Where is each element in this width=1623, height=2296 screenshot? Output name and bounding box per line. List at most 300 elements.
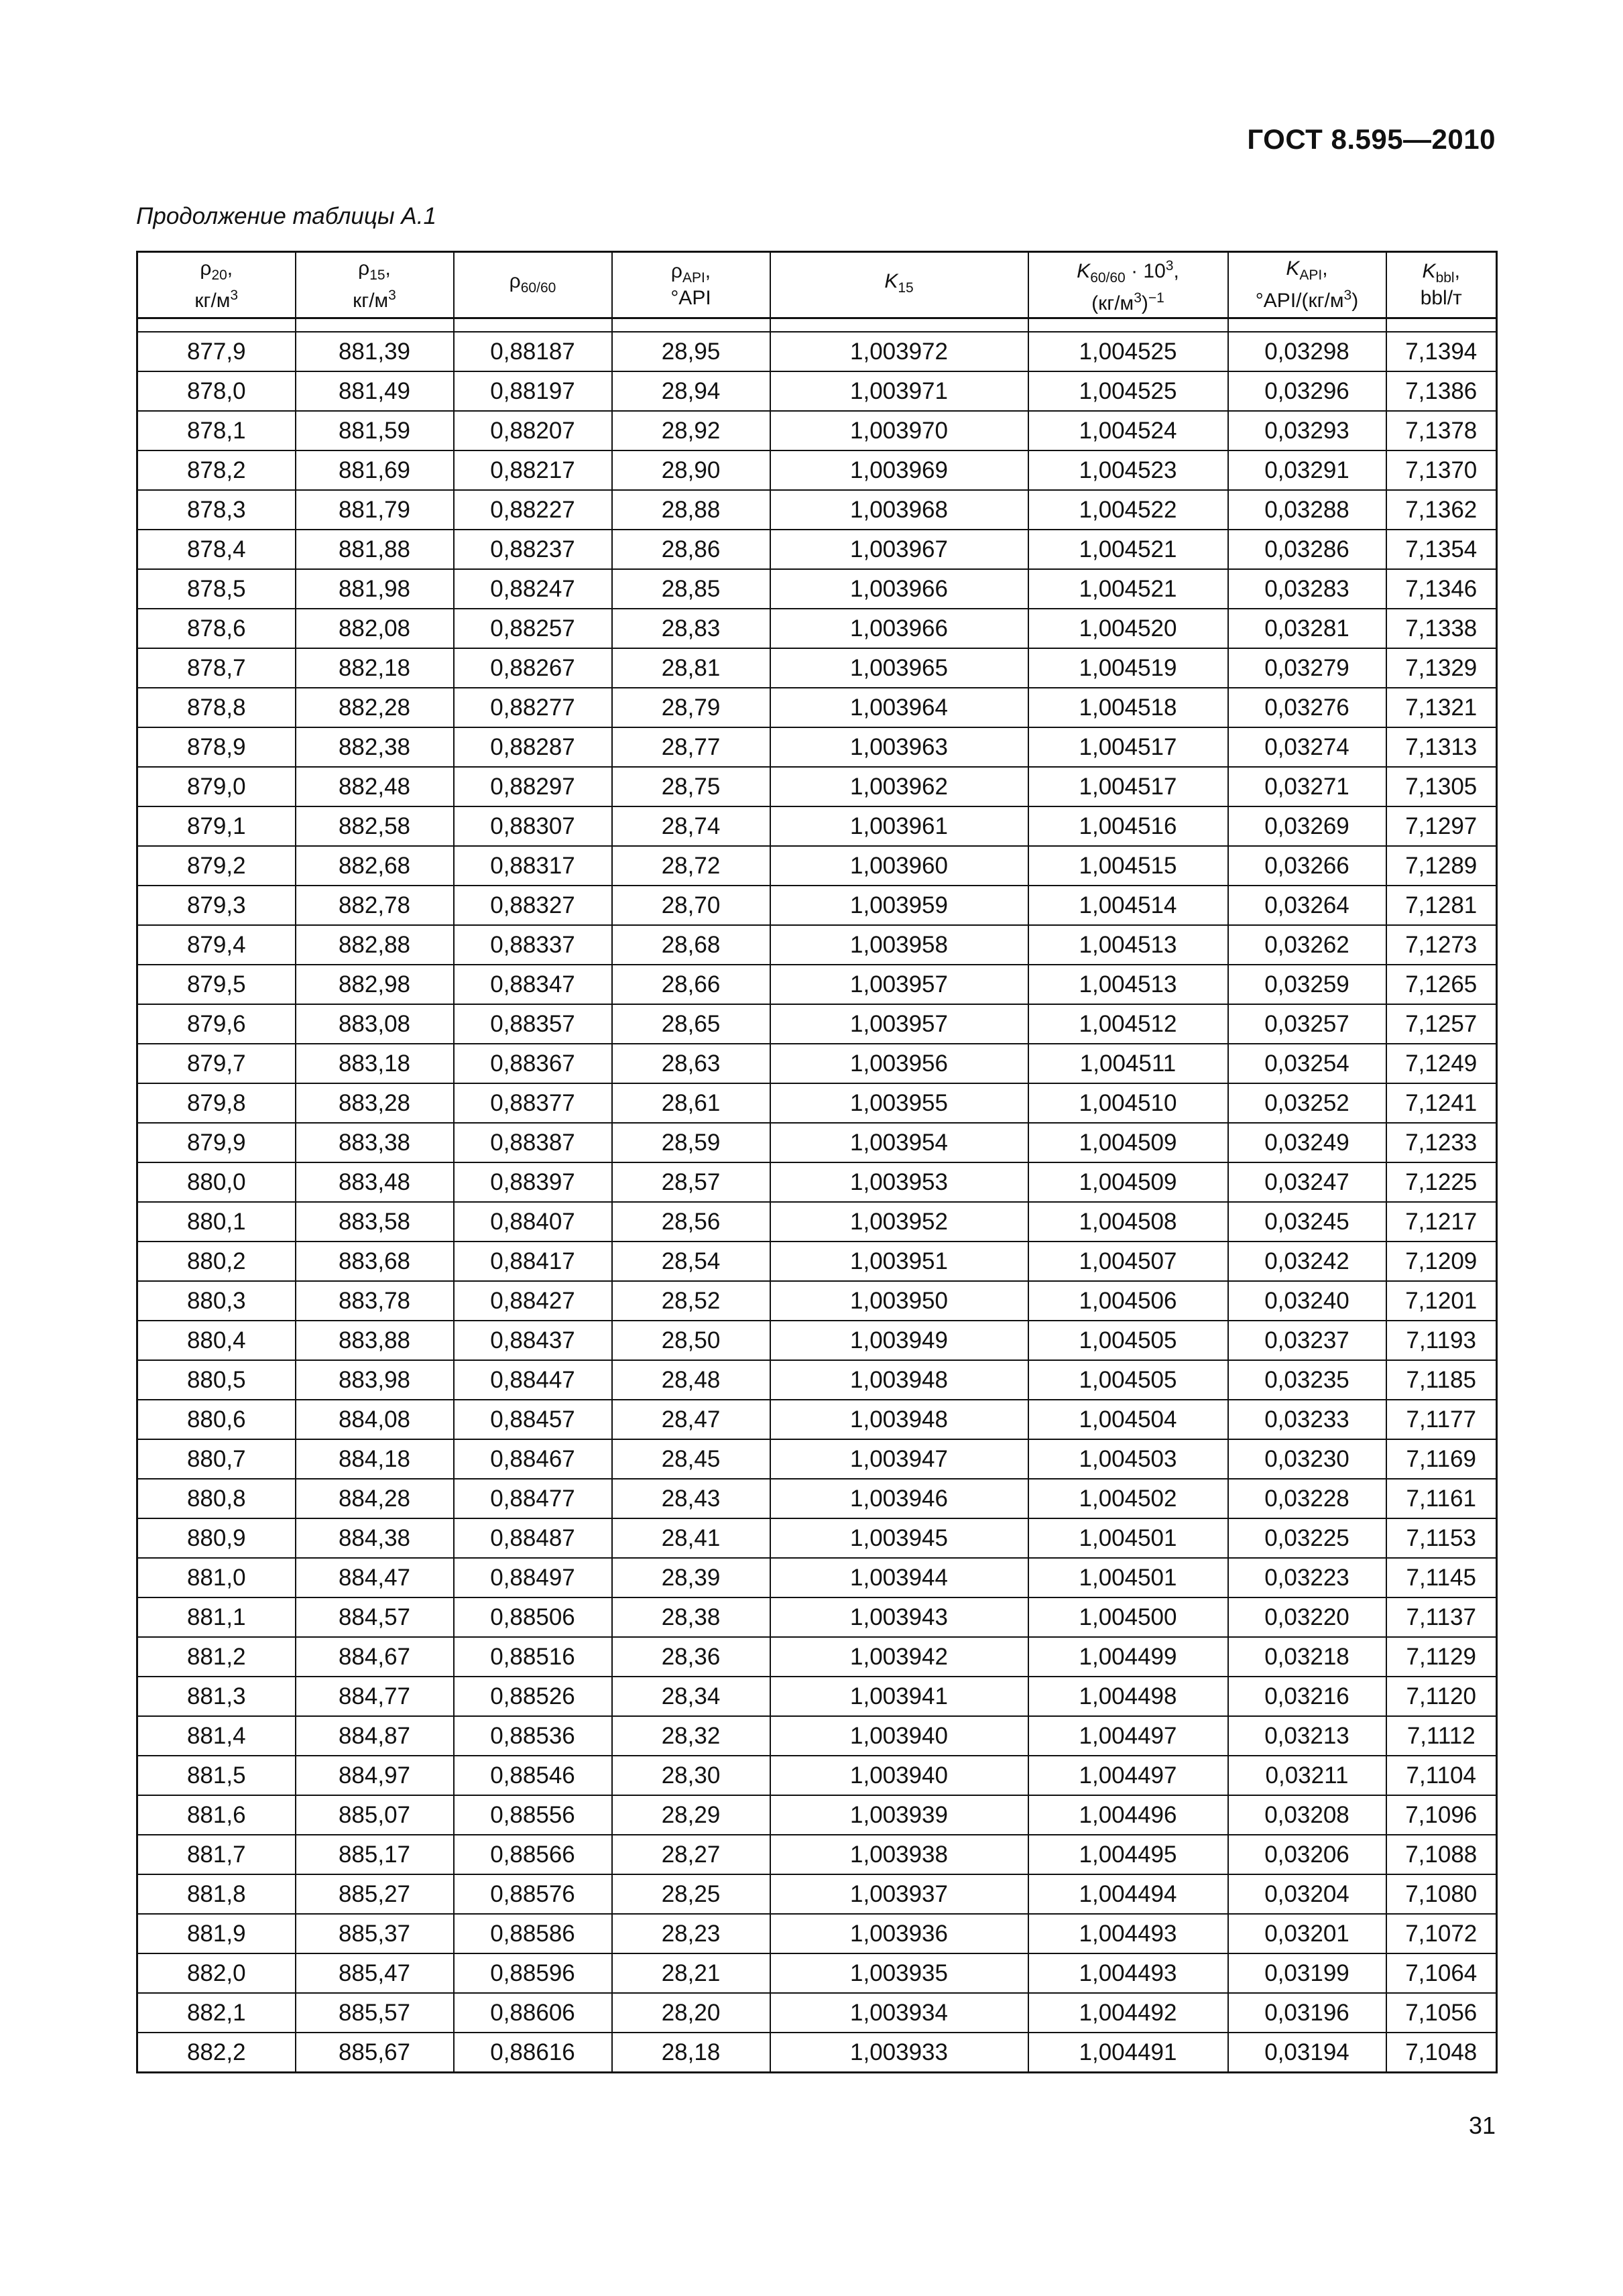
table-cell: 1,003963 — [770, 727, 1028, 767]
table-cell: 1,004517 — [1028, 767, 1228, 806]
table-cell: 879,9 — [137, 1123, 296, 1162]
table-cell: 879,8 — [137, 1083, 296, 1123]
table-cell: 1,003935 — [770, 1953, 1028, 1993]
table-cell: 1,003946 — [770, 1479, 1028, 1518]
table-cell: 7,1281 — [1386, 886, 1497, 925]
table-cell: 884,97 — [296, 1756, 454, 1795]
table-cell: 0,03206 — [1228, 1835, 1386, 1874]
table-cell: 0,03257 — [1228, 1004, 1386, 1044]
table-cell: 1,004501 — [1028, 1518, 1228, 1558]
table-cell: 882,0 — [137, 1953, 296, 1993]
table-cell: 885,17 — [296, 1835, 454, 1874]
table-cell: 0,88487 — [454, 1518, 612, 1558]
table-row — [137, 530, 1497, 569]
table-cell: 0,03247 — [1228, 1162, 1386, 1202]
header-subscript: bbl — [1435, 270, 1455, 286]
table-cell: 878,6 — [137, 609, 296, 648]
table-cell: 1,004520 — [1028, 609, 1228, 648]
table-cell: 1,003940 — [770, 1716, 1028, 1756]
table-cell: 28,27 — [612, 1835, 770, 1874]
table-cell: 1,003956 — [770, 1044, 1028, 1083]
table-cell: 1,004521 — [1028, 569, 1228, 609]
table-cell: 879,0 — [137, 767, 296, 806]
header-separator: , — [227, 257, 233, 280]
table-cell: 880,4 — [137, 1321, 296, 1360]
table-cell: 0,88217 — [454, 450, 612, 490]
table-row — [137, 1281, 1497, 1321]
table-cell: 0,88367 — [454, 1044, 612, 1083]
table-row — [137, 609, 1497, 648]
header-unit: °API — [670, 287, 711, 309]
table-cell: 1,003957 — [770, 1004, 1028, 1044]
table-cell: 885,47 — [296, 1953, 454, 1993]
table-cell: 7,1354 — [1386, 530, 1497, 569]
header-unit-tail-sup: −1 — [1148, 290, 1164, 306]
table-row — [137, 371, 1497, 411]
table-cell: 882,98 — [296, 965, 454, 1004]
table-row — [137, 925, 1497, 965]
header-separator: , — [1454, 260, 1460, 282]
table-cell: 28,66 — [612, 965, 770, 1004]
table-cell: 1,004513 — [1028, 925, 1228, 965]
table-cell: 1,003968 — [770, 490, 1028, 530]
table-cell: 1,004525 — [1028, 371, 1228, 411]
table-cell: 7,1193 — [1386, 1321, 1497, 1360]
header-subscript: 60/60 — [1090, 270, 1126, 286]
table-cell: 0,88207 — [454, 411, 612, 450]
table-cell: 1,003933 — [770, 2033, 1028, 2073]
table-cell: 1,004504 — [1028, 1400, 1228, 1439]
table-cell: 1,004523 — [1028, 450, 1228, 490]
table-cell: 7,1048 — [1386, 2033, 1497, 2073]
table-cell: 1,003940 — [770, 1756, 1028, 1795]
table-cell: 7,1080 — [1386, 1874, 1497, 1914]
table-cell: 1,003945 — [770, 1518, 1028, 1558]
table-cell: 1,003937 — [770, 1874, 1028, 1914]
table-row — [137, 569, 1497, 609]
table-cell: 881,0 — [137, 1558, 296, 1597]
table-row — [137, 1914, 1497, 1953]
table-cell: 882,18 — [296, 648, 454, 688]
table-cell: 7,1137 — [1386, 1597, 1497, 1637]
column-header-k-bbl — [1386, 252, 1497, 318]
table-cell: 882,28 — [296, 688, 454, 727]
table-cell: 28,63 — [612, 1044, 770, 1083]
table-cell: 879,4 — [137, 925, 296, 965]
table-cell: 0,88566 — [454, 1835, 612, 1874]
table-cell: 0,88337 — [454, 925, 612, 965]
table-cell: 0,88457 — [454, 1400, 612, 1439]
table-cell: 0,03223 — [1228, 1558, 1386, 1597]
table-cell: 881,4 — [137, 1716, 296, 1756]
table-row — [137, 1044, 1497, 1083]
page-number: 31 — [1468, 2112, 1496, 2139]
table-cell: 1,003950 — [770, 1281, 1028, 1321]
table-cell: 878,1 — [137, 411, 296, 450]
table-cell: 28,20 — [612, 1993, 770, 2033]
table-cell: 7,1289 — [1386, 846, 1497, 886]
table-row — [137, 727, 1497, 767]
header-subscript: API — [682, 270, 705, 286]
table-cell: 0,03283 — [1228, 569, 1386, 609]
table-cell: 0,03288 — [1228, 490, 1386, 530]
table-cell: 7,1273 — [1386, 925, 1497, 965]
header-separator: , — [705, 260, 711, 282]
table-row — [137, 1479, 1497, 1518]
table-cell: 881,5 — [137, 1756, 296, 1795]
table-cell: 1,003965 — [770, 648, 1028, 688]
table-cell: 885,27 — [296, 1874, 454, 1914]
table-cell: 1,004509 — [1028, 1123, 1228, 1162]
table-cell: 881,79 — [296, 490, 454, 530]
table-cell: 1,004525 — [1028, 332, 1228, 371]
table-cell: 0,88556 — [454, 1795, 612, 1835]
table-cell: 884,28 — [296, 1479, 454, 1518]
table-row — [137, 846, 1497, 886]
table-cell: 878,5 — [137, 569, 296, 609]
table-cell: 28,23 — [612, 1914, 770, 1953]
table-cell: 881,7 — [137, 1835, 296, 1874]
table-cell: 0,03264 — [1228, 886, 1386, 925]
table-cell: 0,88596 — [454, 1953, 612, 1993]
table-cell: 880,5 — [137, 1360, 296, 1400]
header-unit: кг/м — [194, 290, 231, 312]
table-cell: 28,29 — [612, 1795, 770, 1835]
table-cell: 0,03230 — [1228, 1439, 1386, 1479]
table-cell: 0,88516 — [454, 1637, 612, 1677]
table-cell: 0,03237 — [1228, 1321, 1386, 1360]
table-cell: 7,1257 — [1386, 1004, 1497, 1044]
table-cell: 884,87 — [296, 1716, 454, 1756]
table-row — [137, 1835, 1497, 1874]
table-cell: 28,48 — [612, 1360, 770, 1400]
table-cell: 1,003943 — [770, 1597, 1028, 1637]
table-cell: 878,9 — [137, 727, 296, 767]
table-cell: 0,03201 — [1228, 1914, 1386, 1953]
table-cell: 0,03291 — [1228, 450, 1386, 490]
table-cell: 0,03228 — [1228, 1479, 1386, 1518]
table-cell: 1,004502 — [1028, 1479, 1228, 1518]
column-header-rho-60-60 — [454, 252, 612, 318]
table-cell: 0,88506 — [454, 1597, 612, 1637]
table-cell: 7,1233 — [1386, 1123, 1497, 1162]
table-cell: 7,1112 — [1386, 1716, 1497, 1756]
table-row — [137, 1597, 1497, 1637]
header-separator: , — [385, 257, 391, 280]
table-cell: 1,003971 — [770, 371, 1028, 411]
header-subscript: 60/60 — [520, 280, 556, 296]
table-cell: 884,18 — [296, 1439, 454, 1479]
table-cell: 0,88197 — [454, 371, 612, 411]
table-row — [137, 1993, 1497, 2033]
table-cell: 7,1169 — [1386, 1439, 1497, 1479]
table-cell: 884,77 — [296, 1677, 454, 1716]
table-cell: 1,004503 — [1028, 1439, 1228, 1479]
table-cell: 28,41 — [612, 1518, 770, 1558]
table-cell: 7,1338 — [1386, 609, 1497, 648]
column-header-rho-20 — [137, 252, 296, 318]
table-cell: 28,18 — [612, 2033, 770, 2073]
table-row — [137, 1677, 1497, 1716]
table-cell: 7,1394 — [1386, 332, 1497, 371]
table-header-row — [137, 252, 1497, 318]
table-cell: 881,9 — [137, 1914, 296, 1953]
table-row — [137, 1439, 1497, 1479]
table-cell: 1,003958 — [770, 925, 1028, 965]
table-cell: 0,03262 — [1228, 925, 1386, 965]
table-cell: 1,003939 — [770, 1795, 1028, 1835]
table-cell: 0,03266 — [1228, 846, 1386, 886]
table-cell: 885,07 — [296, 1795, 454, 1835]
table-cell: 7,1313 — [1386, 727, 1497, 767]
table-cell: 1,004509 — [1028, 1162, 1228, 1202]
table-cell: 0,88606 — [454, 1993, 612, 2033]
table-cell: 880,0 — [137, 1162, 296, 1202]
table-row — [137, 1360, 1497, 1400]
table-cell: 28,81 — [612, 648, 770, 688]
table-cell: 0,03254 — [1228, 1044, 1386, 1083]
table-cell: 883,48 — [296, 1162, 454, 1202]
table-cell: 7,1145 — [1386, 1558, 1497, 1597]
table-cell: 0,88546 — [454, 1756, 612, 1795]
table-row — [137, 1558, 1497, 1597]
table-cell: 0,03276 — [1228, 688, 1386, 727]
table-cell: 0,88447 — [454, 1360, 612, 1400]
table-cell: 7,1201 — [1386, 1281, 1497, 1321]
header-unit: кг/м — [353, 290, 389, 312]
table-cell: 1,004495 — [1028, 1835, 1228, 1874]
table-cell: 882,48 — [296, 767, 454, 806]
table-cell: 0,88536 — [454, 1716, 612, 1756]
table-cell: 7,1305 — [1386, 767, 1497, 806]
table-row — [137, 2033, 1497, 2073]
table-row — [137, 450, 1497, 490]
table-cell: 878,4 — [137, 530, 296, 569]
table-cell: 880,6 — [137, 1400, 296, 1439]
table-cell: 1,003959 — [770, 886, 1028, 925]
table-cell: 881,88 — [296, 530, 454, 569]
table-cell: 0,88187 — [454, 332, 612, 371]
table-cell: 28,57 — [612, 1162, 770, 1202]
table-cell: 1,004500 — [1028, 1597, 1228, 1637]
table-cell: 0,88467 — [454, 1439, 612, 1479]
table-cell: 878,8 — [137, 688, 296, 727]
table-cell: 1,003942 — [770, 1637, 1028, 1677]
table-cell: 0,88247 — [454, 569, 612, 609]
header-symbol: K — [1077, 260, 1091, 282]
table-body — [137, 318, 1497, 2073]
table-cell: 1,004499 — [1028, 1637, 1228, 1677]
header-unit-sup: 3 — [230, 288, 239, 303]
table-cell: 1,004514 — [1028, 886, 1228, 925]
header-separator-sup: 3 — [1165, 258, 1174, 274]
table-cell: 0,03211 — [1228, 1756, 1386, 1795]
table-cell: 885,57 — [296, 1993, 454, 2033]
table-cell: 882,58 — [296, 806, 454, 846]
table-cell: 877,9 — [137, 332, 296, 371]
table-cell: 1,003949 — [770, 1321, 1028, 1360]
table-cell: 881,2 — [137, 1637, 296, 1677]
table-cell: 0,88497 — [454, 1558, 612, 1597]
table-cell: 28,88 — [612, 490, 770, 530]
table-cell: 7,1120 — [1386, 1677, 1497, 1716]
table-cell: 880,7 — [137, 1439, 296, 1479]
table-cell: 28,32 — [612, 1716, 770, 1756]
table-row — [137, 1795, 1497, 1835]
header-separator-tail: , — [1173, 260, 1179, 282]
table-cell: 1,004518 — [1028, 688, 1228, 727]
table-cell: 884,67 — [296, 1637, 454, 1677]
table-cell: 28,95 — [612, 332, 770, 371]
table-cell: 7,1378 — [1386, 411, 1497, 450]
table-cell: 1,003967 — [770, 530, 1028, 569]
table-cell: 884,38 — [296, 1518, 454, 1558]
table-cell: 28,21 — [612, 1953, 770, 1993]
table-cell: 7,1249 — [1386, 1044, 1497, 1083]
table-cell: 7,1096 — [1386, 1795, 1497, 1835]
table-cell: 1,003969 — [770, 450, 1028, 490]
table-cell: 1,003951 — [770, 1242, 1028, 1281]
table-cell: 879,5 — [137, 965, 296, 1004]
table-row — [137, 1083, 1497, 1123]
table-cell: 0,88586 — [454, 1914, 612, 1953]
table-cell: 1,003960 — [770, 846, 1028, 886]
header-subscript: 20 — [211, 267, 227, 283]
table-cell: 28,39 — [612, 1558, 770, 1597]
header-symbol: ρ — [670, 260, 682, 282]
table-cell: 0,88347 — [454, 965, 612, 1004]
table-cell: 1,004519 — [1028, 648, 1228, 688]
table-cell: 882,38 — [296, 727, 454, 767]
table-cell: 28,85 — [612, 569, 770, 609]
table-cell: 28,30 — [612, 1756, 770, 1795]
table-cell: 1,004522 — [1028, 490, 1228, 530]
table-cell: 1,003964 — [770, 688, 1028, 727]
table-row — [137, 1004, 1497, 1044]
column-header-rho-15 — [296, 252, 454, 318]
table-cell: 882,2 — [137, 2033, 296, 2073]
table-cell: 1,004506 — [1028, 1281, 1228, 1321]
table-cell: 7,1329 — [1386, 648, 1497, 688]
table-cell: 0,88237 — [454, 530, 612, 569]
table-caption: Продолжение таблицы А.1 — [136, 203, 436, 229]
table-cell: 0,03249 — [1228, 1123, 1386, 1162]
table-cell: 7,1241 — [1386, 1083, 1497, 1123]
table-cell: 1,004524 — [1028, 411, 1228, 450]
table-cell: 1,004516 — [1028, 806, 1228, 846]
table-cell: 878,0 — [137, 371, 296, 411]
table-cell: 880,2 — [137, 1242, 296, 1281]
table-cell: 0,88437 — [454, 1321, 612, 1360]
header-unit: bbl/т — [1420, 287, 1462, 309]
table-cell: 0,03194 — [1228, 2033, 1386, 2073]
table-cell: 1,003947 — [770, 1439, 1028, 1479]
table-cell: 0,03269 — [1228, 806, 1386, 846]
table-cell: 1,003944 — [770, 1558, 1028, 1597]
table-cell: 28,65 — [612, 1004, 770, 1044]
data-table — [136, 251, 1498, 2073]
header-symbol: ρ — [358, 257, 370, 280]
table-cell: 1,004521 — [1028, 530, 1228, 569]
header-symbol: ρ — [200, 257, 212, 280]
column-header-k-15 — [770, 252, 1028, 318]
table-cell: 0,88407 — [454, 1202, 612, 1242]
table-cell: 0,03293 — [1228, 411, 1386, 450]
header-symbol: K — [884, 270, 898, 292]
table-cell: 1,004492 — [1028, 1993, 1228, 2033]
table-row — [137, 1874, 1497, 1914]
table-cell: 881,98 — [296, 569, 454, 609]
header-symbol: K — [1286, 257, 1300, 280]
table-cell: 0,03235 — [1228, 1360, 1386, 1400]
table-cell: 28,47 — [612, 1400, 770, 1439]
table-cell: 28,25 — [612, 1874, 770, 1914]
header-subscript: API — [1299, 267, 1323, 283]
table-cell: 878,2 — [137, 450, 296, 490]
table-cell: 0,03259 — [1228, 965, 1386, 1004]
table-cell: 1,003938 — [770, 1835, 1028, 1874]
table-cell: 881,69 — [296, 450, 454, 490]
table-cell: 0,88317 — [454, 846, 612, 886]
header-separator: · 10 — [1125, 260, 1166, 282]
table-cell: 1,004515 — [1028, 846, 1228, 886]
table-cell: 0,88267 — [454, 648, 612, 688]
table-cell: 883,08 — [296, 1004, 454, 1044]
table-cell: 1,003953 — [770, 1162, 1028, 1202]
table-cell: 28,54 — [612, 1242, 770, 1281]
table-cell: 1,004497 — [1028, 1716, 1228, 1756]
table-row — [137, 490, 1497, 530]
table-cell: 881,3 — [137, 1677, 296, 1716]
table-cell: 880,8 — [137, 1479, 296, 1518]
table-row — [137, 411, 1497, 450]
table-cell: 879,3 — [137, 886, 296, 925]
table-cell: 883,88 — [296, 1321, 454, 1360]
table-spacer-row — [137, 318, 1497, 333]
table-cell: 882,1 — [137, 1993, 296, 2033]
table-cell: 0,03281 — [1228, 609, 1386, 648]
header-subscript: 15 — [369, 267, 385, 283]
table-row — [137, 648, 1497, 688]
table-cell: 1,004517 — [1028, 727, 1228, 767]
table-cell: 883,58 — [296, 1202, 454, 1242]
table-cell: 1,004507 — [1028, 1242, 1228, 1281]
table-cell: 879,1 — [137, 806, 296, 846]
table-cell: 28,61 — [612, 1083, 770, 1123]
table-cell: 0,03218 — [1228, 1637, 1386, 1677]
table-cell: 28,77 — [612, 727, 770, 767]
table-cell: 0,88397 — [454, 1162, 612, 1202]
table-cell: 7,1064 — [1386, 1953, 1497, 1993]
table-cell: 28,43 — [612, 1479, 770, 1518]
table-cell: 1,004505 — [1028, 1360, 1228, 1400]
table-cell: 880,9 — [137, 1518, 296, 1558]
table-cell: 7,1362 — [1386, 490, 1497, 530]
table-cell: 881,59 — [296, 411, 454, 450]
table-cell: 882,08 — [296, 609, 454, 648]
header-unit-tail: ) — [1141, 292, 1148, 314]
table-cell: 883,98 — [296, 1360, 454, 1400]
table-row — [137, 1162, 1497, 1202]
table-cell: 881,6 — [137, 1795, 296, 1835]
table-cell: 1,004513 — [1028, 965, 1228, 1004]
table-cell: 881,49 — [296, 371, 454, 411]
table-cell: 0,03274 — [1228, 727, 1386, 767]
table-cell: 1,003955 — [770, 1083, 1028, 1123]
table-cell: 0,88277 — [454, 688, 612, 727]
table-cell: 0,03296 — [1228, 371, 1386, 411]
table-cell: 880,3 — [137, 1281, 296, 1321]
